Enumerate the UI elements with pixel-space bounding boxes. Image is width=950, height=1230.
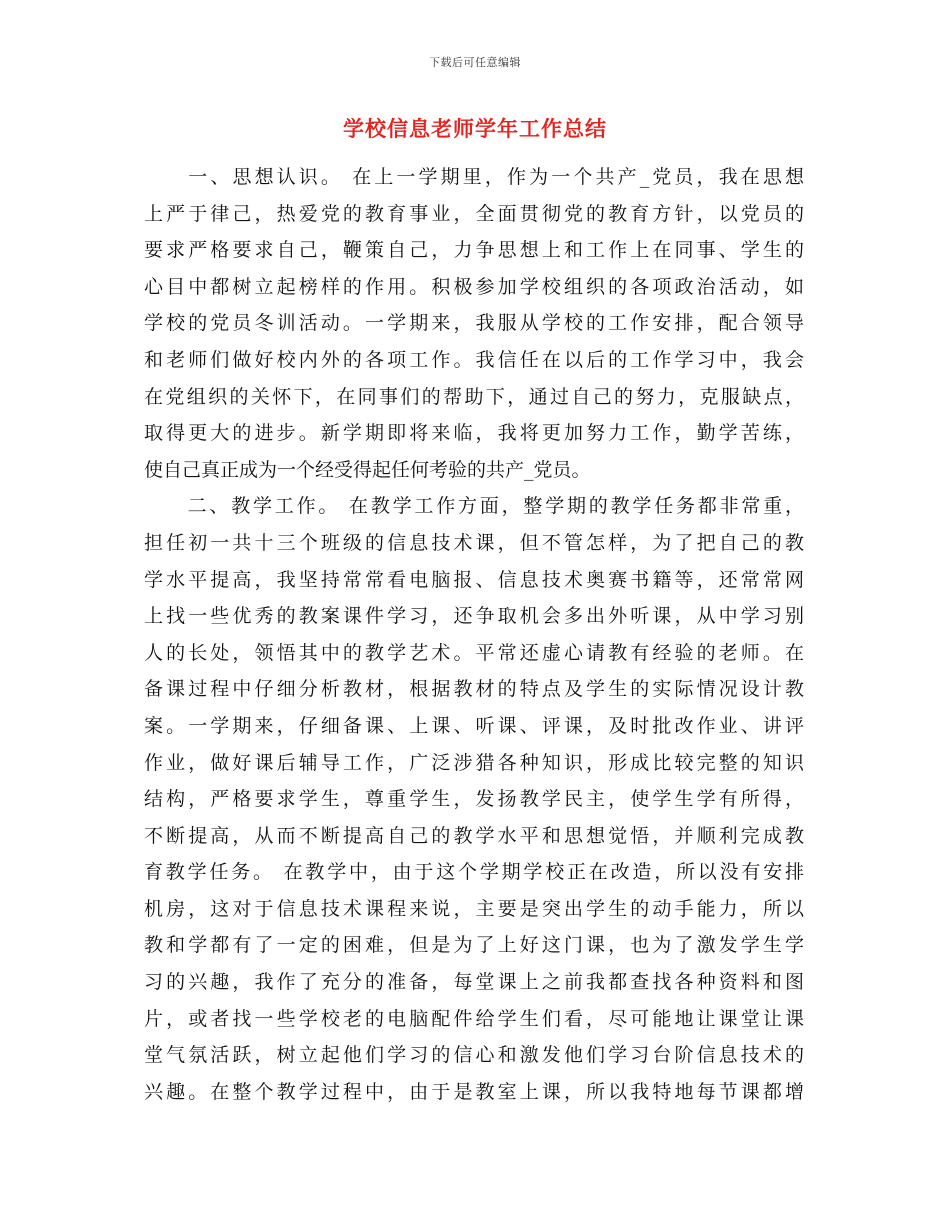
- body-line: 学校的党员冬训活动。一学期来，我服从学校的工作安排，配合领导: [144, 312, 804, 335]
- header-note: 下载后可任意编辑: [429, 56, 521, 69]
- body-line: 一、思想认识。 在上一学期里，作为一个共产_党员，我在思想: [144, 166, 804, 188]
- body-line: 机房，这对于信息技术课程来说，主要是突出学生的动手能力，所以: [144, 897, 804, 920]
- body-line: 片，或者找一些学校老的电脑配件给学生们看，尽可能地让课堂让课: [144, 1007, 804, 1030]
- body-line: 和老师们做好校内外的各项工作。我信任在以后的工作学习中，我会: [144, 348, 804, 371]
- body-line: 育教学任务。 在教学中，由于这个学期学校正在改造，所以没有安排: [144, 861, 804, 884]
- body-line: 人的长处，领悟其中的教学艺术。平常还虚心请教有经验的老师。在: [144, 641, 804, 664]
- document-body: [144, 159, 804, 1110]
- body-line: 作业，做好课后辅导工作，广泛涉猎各种知识，形成比较完整的知识: [144, 751, 804, 774]
- body-line: 上找一些优秀的教案课件学习，还争取机会多出外听课，从中学习别: [144, 605, 804, 628]
- body-line: 使自己真正成为一个经受得起任何考验的共产_党员。: [144, 458, 591, 481]
- body-line: 取得更大的进步。新学期即将来临，我将更加努力工作，勤学苦练，: [144, 422, 804, 445]
- body-line: 习的兴趣，我作了充分的准备，每堂课上之前我都查找各种资料和图: [144, 971, 804, 994]
- body-line: 不断提高，从而不断提高自己的教学水平和思想觉悟，并顺利完成教: [144, 824, 804, 847]
- body-line: 案。一学期来，仔细备课、上课、听课、评课，及时批改作业、讲评: [144, 714, 804, 737]
- body-line: 教和学都有了一定的困难，但是为了上好这门课，也为了激发学生学: [144, 934, 804, 957]
- body-line: 兴趣。在整个教学过程中，由于是教室上课，所以我特地每节课都增: [144, 1080, 804, 1103]
- body-line: 二、教学工作。 在教学工作方面，整学期的教学任务都非常重，: [144, 495, 804, 518]
- body-line: 学水平提高，我坚持常常看电脑报、信息技术奥赛书籍等，还常常网: [144, 568, 804, 591]
- body-line: 心目中都树立起榜样的作用。积极参加学校组织的各项政治活动，如: [144, 275, 804, 298]
- document-title: 学校信息老师学年工作总结: [343, 116, 607, 141]
- body-line: 堂气氛活跃，树立起他们学习的信心和激发他们学习台阶信息技术的: [144, 1044, 804, 1067]
- body-line: 担任初一共十三个班级的信息技术课，但不管怎样，为了把自己的教: [144, 531, 804, 554]
- body-line: 上严于律己，热爱党的教育事业，全面贯彻党的教育方针，以党员的: [144, 202, 804, 225]
- body-line: 要求严格要求自己，鞭策自己，力争思想上和工作上在同事、学生的: [144, 239, 804, 262]
- body-line: 备课过程中仔细分析教材，根据教材的特点及学生的实际情况设计教: [144, 678, 804, 701]
- body-line: 结构，严格要求学生，尊重学生，发扬教学民主，使学生学有所得，: [144, 788, 804, 811]
- body-line: 在党组织的关怀下，在同事们的帮助下，通过自己的努力，克服缺点，: [144, 385, 804, 408]
